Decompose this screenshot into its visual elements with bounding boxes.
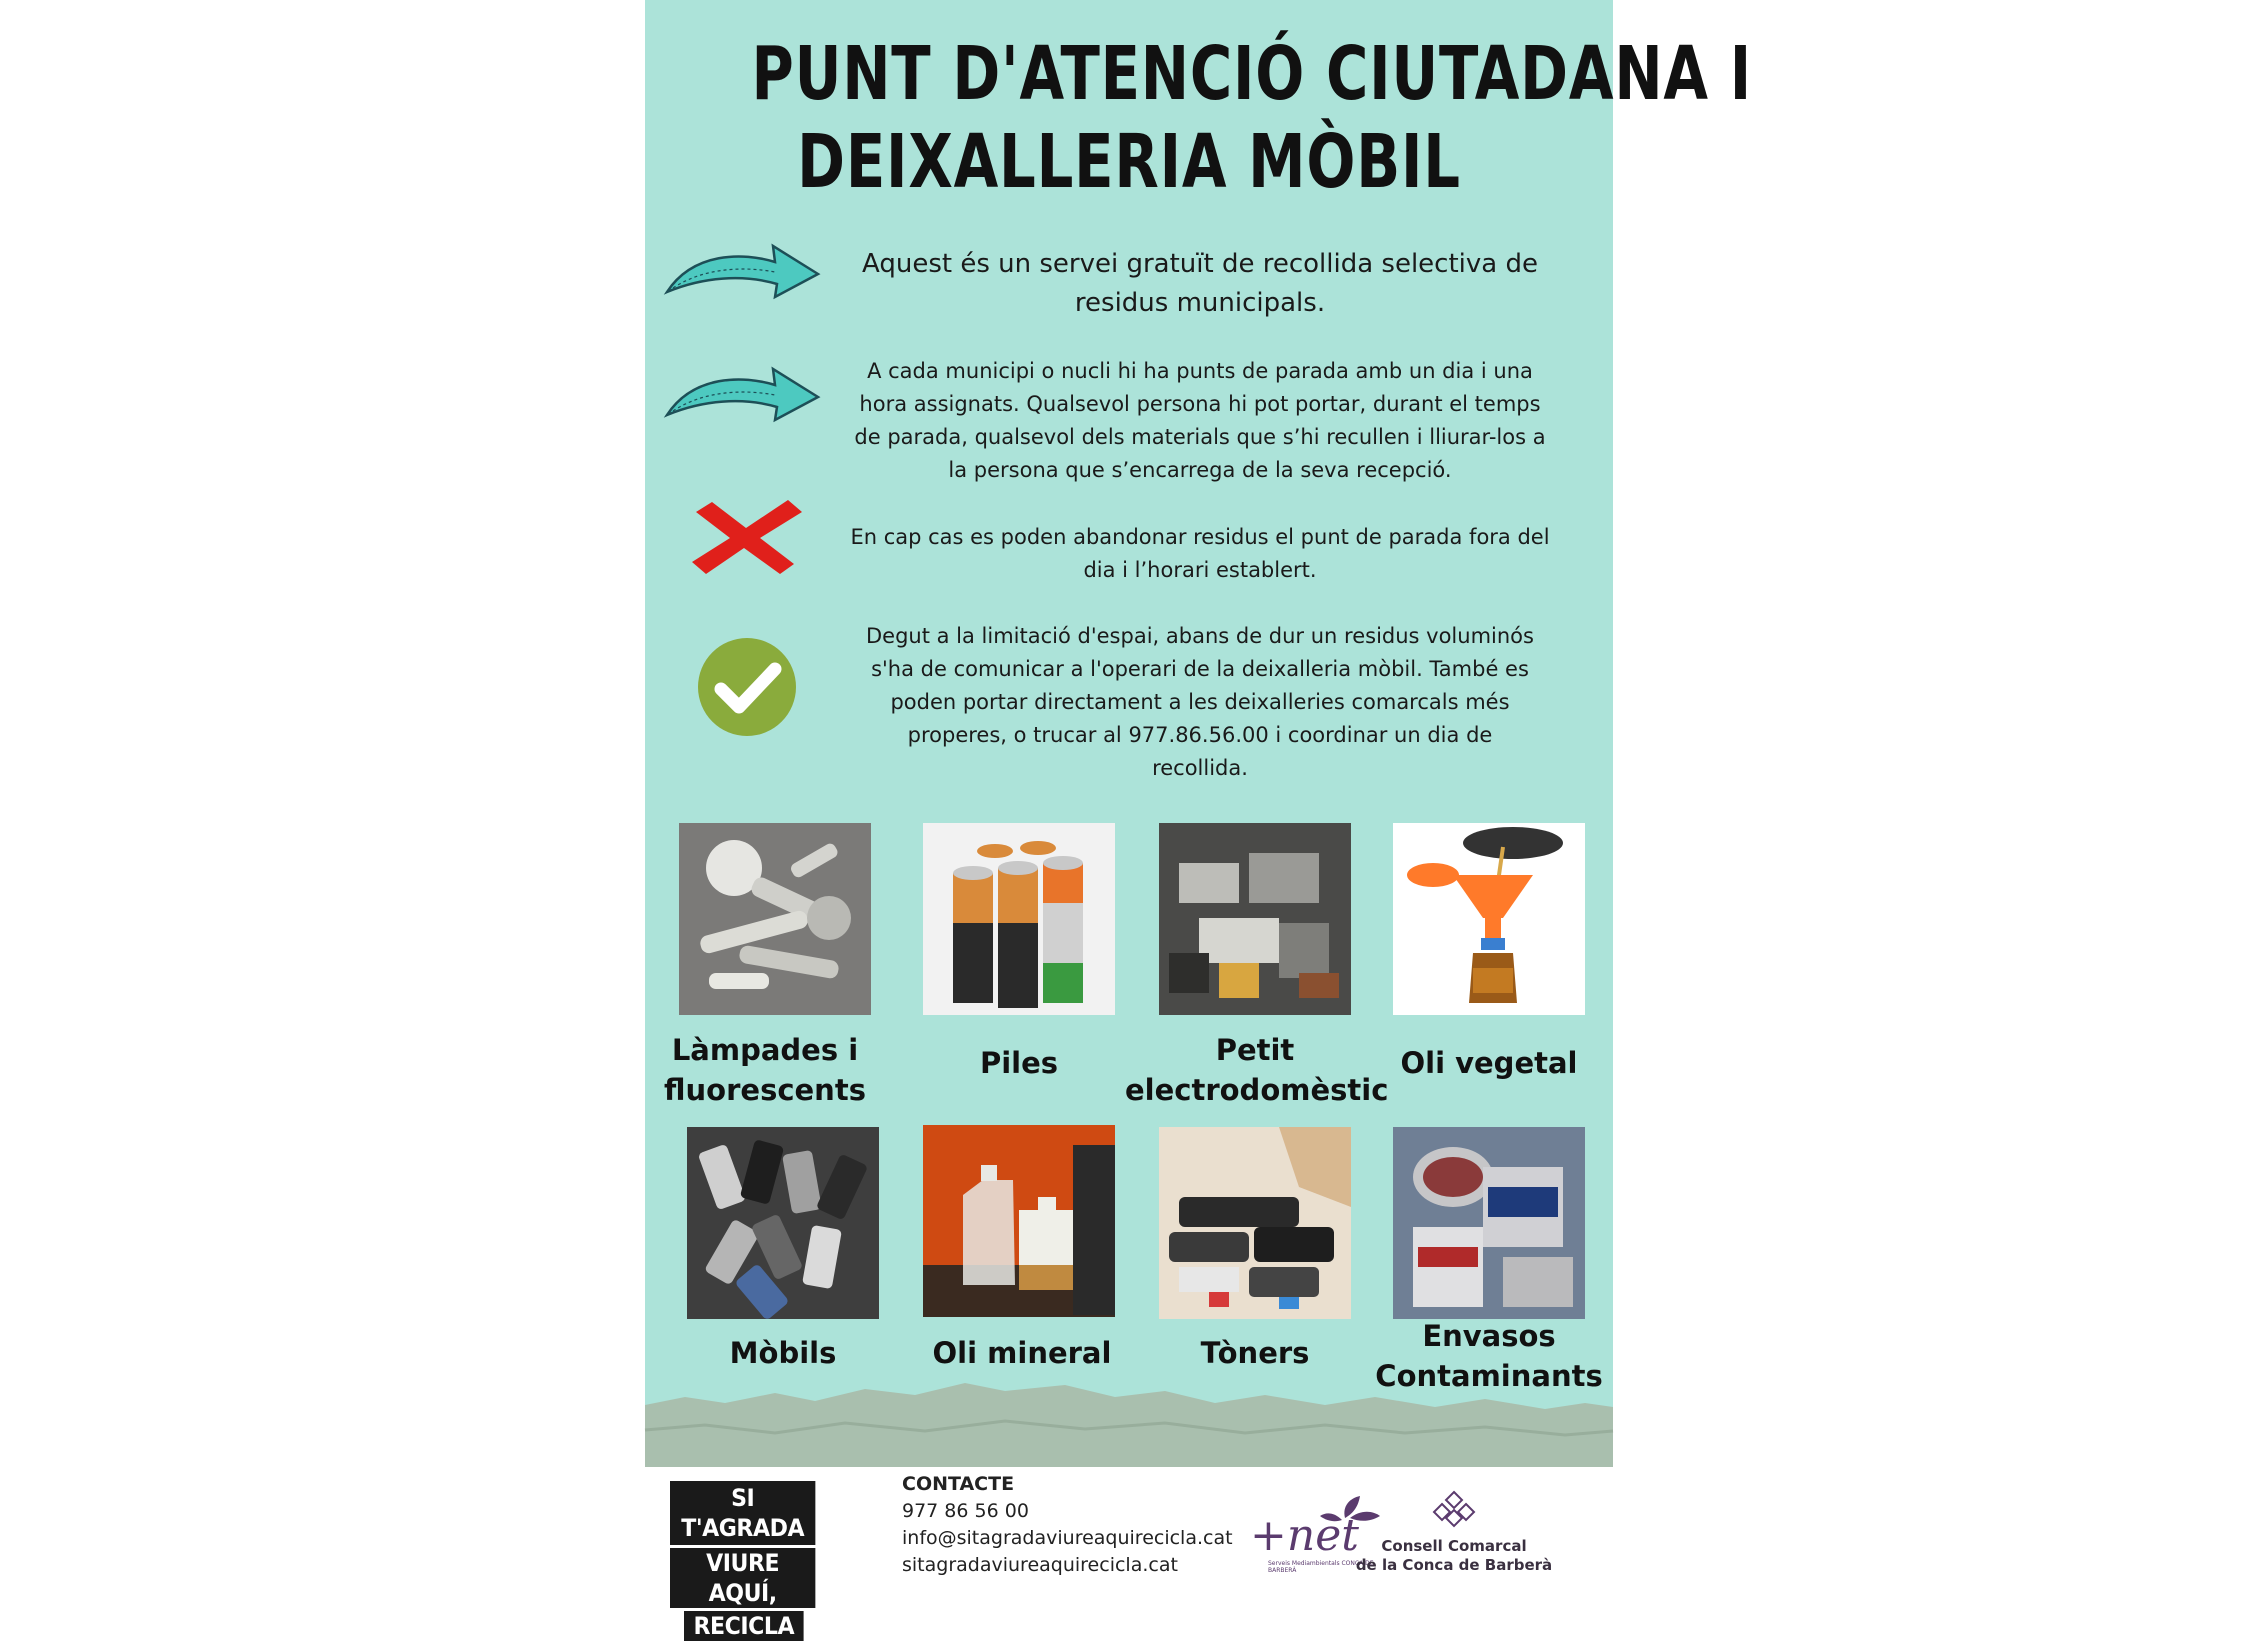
contact-website[interactable]: sitagradaviureaquirecicla.cat <box>902 1554 1178 1576</box>
net-logo-subtitle: Serveis Mediambientals CONCA DE BARBERÀ <box>1268 1560 1374 1574</box>
batteries-icon <box>923 823 1115 1015</box>
page-title <box>751 30 1752 206</box>
green-check-icon <box>697 637 797 737</box>
item-label-mineral-oil <box>892 1333 1152 1373</box>
item-label-line: Oli vegetal <box>1400 1046 1578 1080</box>
item-label-mobiles <box>653 1333 913 1373</box>
contact-phone[interactable]: 977 86 56 00 <box>902 1500 1029 1522</box>
council-emblem-icon <box>1426 1490 1482 1528</box>
rule-text-2: A cada municipi o nucli hi ha punts de parada amb un dia i una hora assignats. Qualsevol persona hi pot portar, durant el temps de parada, qualsevol dels materials que s’hi recullen i lliurar-los a la persona que s’encarrega de la seva recepció. <box>854 359 1546 482</box>
item-label-line: Envasos <box>1422 1319 1556 1353</box>
item-label-line: Oli mineral <box>932 1336 1112 1370</box>
logo-line: SI T'AGRADA <box>670 1481 815 1545</box>
item-label-line: Làmpades i <box>671 1033 859 1067</box>
item-label-line: electrodomèstic <box>1125 1073 1389 1107</box>
title-line-1: PUNT D'ATENCIÓ CIUTADANA I <box>751 31 1752 117</box>
logo-line: VIURE AQUÍ, <box>670 1548 815 1608</box>
council-line: de la Conca de Barberà <box>1355 1556 1553 1574</box>
item-label-line: Piles <box>979 1046 1059 1080</box>
item-label-line: fluorescents <box>664 1073 866 1107</box>
item-label-appliances <box>1125 1030 1389 1110</box>
item-label-lamps <box>635 1030 895 1110</box>
appliances-icon <box>1159 823 1351 1015</box>
rule-text-4: Degut a la limitació d'espai, abans de dur un residus voluminós s'ha de comunicar a l'operari de la deixalleria mòbil. També es poden portar directament a les deixalleries comarcals més properes, o trucar al 977.86.56.00 i coordinar un dia de recollida. <box>866 624 1534 780</box>
contaminated-containers-icon <box>1393 1127 1585 1319</box>
net-logo-text: +net <box>1250 1510 1359 1561</box>
rule-text-3: En cap cas es poden abandonar residus el punt de parada fora del dia i l’horari establert. <box>850 525 1550 582</box>
arrow-right-icon <box>663 222 823 302</box>
vegetable-oil-icon <box>1393 823 1585 1015</box>
mobile-phones-icon <box>687 1127 879 1319</box>
recicla-logo <box>670 1481 828 1640</box>
item-label-line: Tòners <box>1200 1336 1310 1370</box>
title-line-2: DEIXALLERIA MÒBIL <box>797 119 1461 205</box>
contact-email[interactable]: info@sitagradaviureaquirecicla.cat <box>902 1527 1233 1549</box>
item-label-line: Mòbils <box>729 1336 837 1370</box>
torn-paper-strip <box>645 1375 1613 1467</box>
item-label-toners <box>1125 1333 1385 1373</box>
item-label-line: Petit <box>1215 1033 1295 1067</box>
logo-line: RECICLA <box>684 1611 804 1641</box>
council-name <box>1345 1537 1563 1575</box>
lamps-icon <box>679 823 871 1015</box>
arrow-right-icon <box>663 345 823 425</box>
rule-text-1: Aquest és un servei gratuït de recollida selectiva de residus municipals. <box>862 249 1538 318</box>
item-label-batteries <box>889 1043 1149 1083</box>
poster <box>645 0 1752 1640</box>
red-cross-icon <box>690 498 802 576</box>
item-label-line: Contaminants <box>1375 1359 1603 1393</box>
council-line: Consell Comarcal <box>1381 1537 1527 1555</box>
contact-heading: CONTACTE <box>902 1473 1015 1495</box>
item-label-vegetable-oil <box>1359 1043 1619 1083</box>
mineral-oil-icon <box>923 1125 1115 1317</box>
toners-icon <box>1159 1127 1351 1319</box>
